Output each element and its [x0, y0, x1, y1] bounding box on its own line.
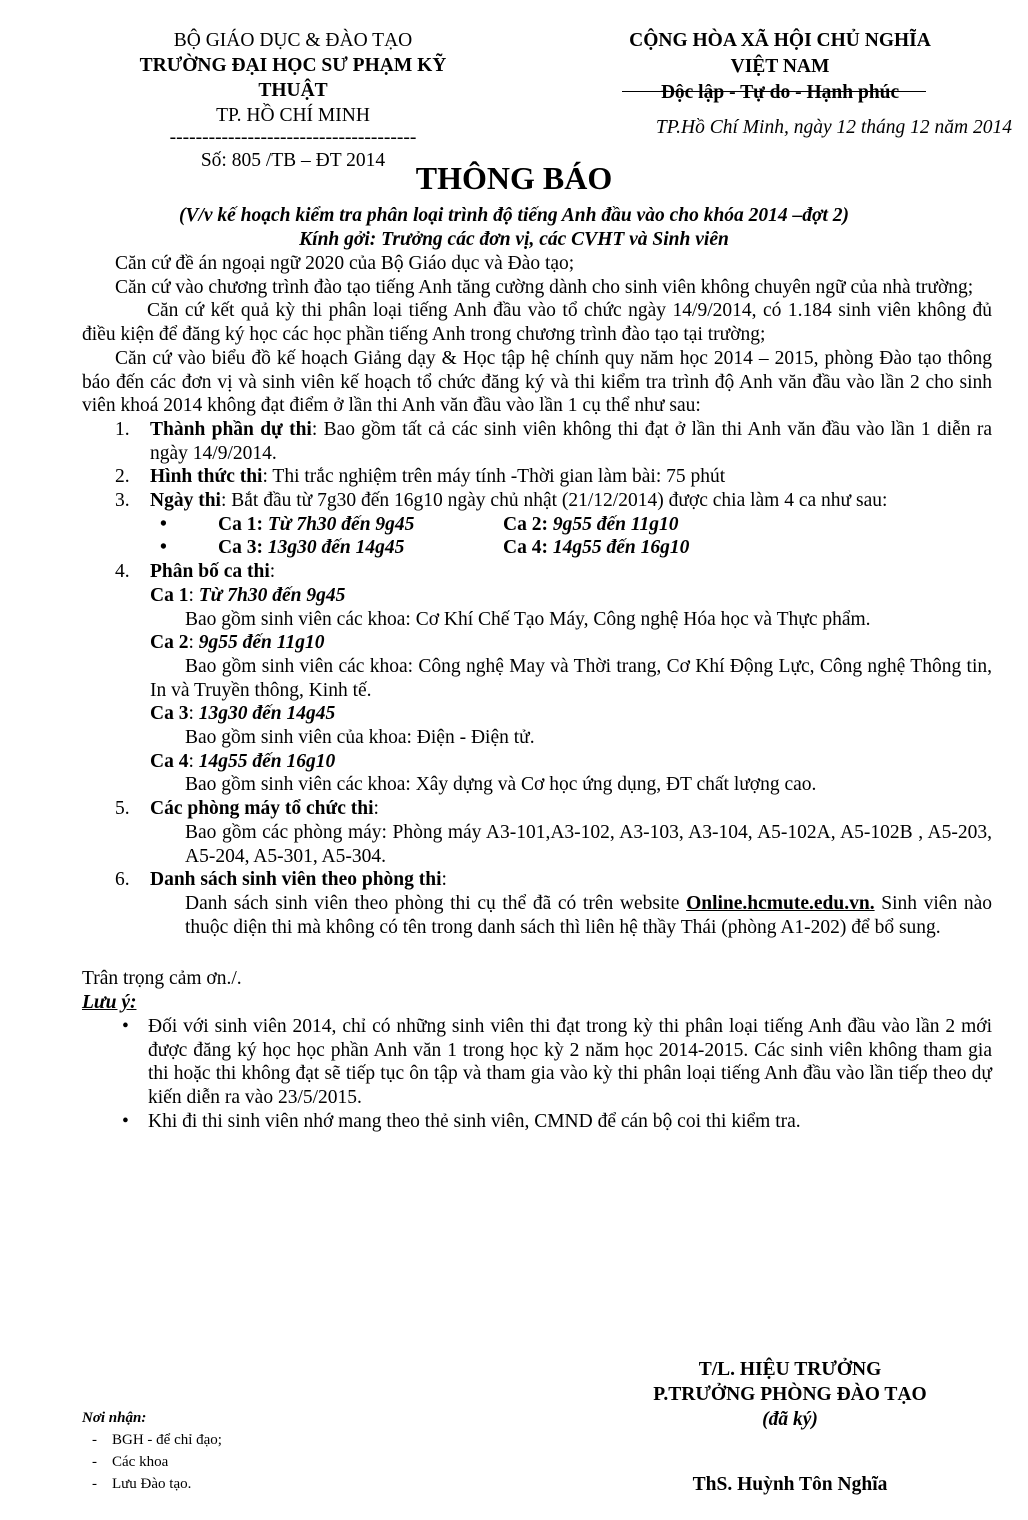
paragraph: Căn cứ vào chương trình đào tạo tiếng Anh tăng cường dành cho sinh viên không chuyên ngữ của nhà trường; — [115, 276, 974, 298]
item-label: Các phòng máy tổ chức thi — [150, 798, 374, 820]
list-text: Sinh viên nào thuộc diện thi mà không có tên trong danh sách thì liên hệ thầy Thái (phòng A1-202) để bổ sung. — [185, 892, 992, 938]
shift-heading: Ca 1: Từ 7h30 đến 9g45 — [150, 584, 346, 606]
subject: (V/v kế hoạch kiểm tra phân loại trình độ tiếng Anh đầu vào cho khóa 2014 –đợt 2) — [178, 205, 850, 226]
shift-entry: Ca 4: 14g55 đến 16g10 — [503, 537, 690, 559]
shift-grid — [82, 513, 992, 560]
shift-time: 9g55 đến 11g10 — [552, 513, 679, 535]
item-label: Ngày thi — [150, 490, 221, 512]
city-name: TP. HỒ CHÍ MINH — [216, 105, 370, 126]
shift-label: Ca 4 — [503, 537, 542, 559]
bullet-icon: • — [160, 513, 167, 535]
item-text: : — [441, 869, 447, 891]
list-item — [82, 418, 992, 465]
shift-faculties: Bao gồm sinh viên các khoa: Công nghệ May và Thời trang, Cơ Khí Động Lực, Công nghệ Thông tin, In và Truyền thông, Kinh tế. — [150, 655, 992, 701]
document-number: Số: 805 /TB – ĐT 2014 — [200, 150, 386, 171]
shift-entry: • Ca 1: Từ 7h30 đến 9g45 — [160, 513, 415, 535]
shift-label: Ca 1 — [150, 584, 189, 606]
item-label: Hình thức thi — [150, 466, 263, 488]
note-heading: Lưu ý: — [82, 992, 137, 1014]
recipients-heading: Nơi nhận: — [82, 1410, 147, 1426]
national-header — [610, 28, 950, 106]
website-link[interactable]: Online.hcmute.edu.vn. — [686, 892, 875, 914]
shift-time: 14g55 đến 16g10 — [198, 750, 336, 772]
country-name: CỘNG HÒA XÃ HỘI CHỦ NGHĨA VIỆT NAM — [629, 30, 931, 77]
recipient-label: Kính gởi: — [299, 229, 377, 250]
list-item — [82, 868, 992, 892]
student-list-text — [82, 892, 992, 939]
shift-heading: Ca 3: 13g30 đến 14g45 — [150, 703, 336, 725]
recipient-text: Các khoa — [112, 1454, 169, 1470]
item-number: 1. — [115, 418, 130, 440]
item-text: : — [373, 798, 379, 820]
bullet-icon: • — [122, 1110, 129, 1132]
shift-faculties: Bao gồm sinh viên của khoa: Điện - Điện tử. — [185, 727, 535, 749]
shift-label: Ca 3 — [218, 537, 257, 559]
recipient-item: - Lưu Đào tạo. — [92, 1476, 192, 1492]
item-label: Danh sách sinh viên theo phòng thi — [150, 869, 442, 891]
item-text: : Bắt đầu từ 7g30 đến 16g10 ngày chủ nhật (21/12/2014) được chia làm 4 ca như sau: — [220, 490, 888, 512]
note-text: Đối với sinh viên 2014, chỉ có những sinh viên thi đạt trong kỳ thi phân loại tiếng Anh đầu vào lần 2 mới được đăng ký học học phần Anh văn 1 trong học kỳ 2 năm học 2014-2015. Các sinh viên không tham gia thi hoặc thi không đạt sẽ tiếp tục ôn tập và tham gia vào kỳ thi phân loại tiếng Anh đầu vào lần tiếp theo dự kiến diễn ra vào 23/5/2015. — [148, 1015, 992, 1108]
list-item — [82, 797, 992, 821]
item-number: 6. — [115, 869, 130, 891]
recipient: Trưởng các đơn vị, các CVHT và Sinh viên — [376, 229, 729, 250]
item-number: 5. — [115, 798, 130, 820]
motto: Độc lập - Tự do - Hạnh phúc — [660, 82, 900, 103]
shift-allocation — [82, 584, 992, 797]
divider: -------------------------------------- — [169, 128, 417, 148]
shift-label: Ca 4 — [150, 750, 189, 772]
recipients-block — [82, 1407, 222, 1495]
shift-time: Từ 7h30 đến 9g45 — [198, 584, 346, 606]
paragraph: Căn cứ đề án ngoại ngữ 2020 của Bộ Giáo dục và Đào tạo; — [115, 253, 575, 274]
shift-time: 13g30 đến 14g45 — [267, 537, 405, 559]
item-number: 4. — [115, 561, 130, 583]
bullet-icon: • — [122, 1015, 129, 1037]
note-text: Khi đi thi sinh viên nhớ mang theo thẻ sinh viên, CMND để cán bộ coi thi kiểm tra. — [148, 1110, 801, 1132]
shift-label: Ca 1 — [218, 513, 257, 535]
note-item — [82, 1110, 992, 1134]
item-label: Thành phần dự thi — [150, 418, 312, 440]
thanks: Trân trọng cảm ơn./. — [82, 968, 242, 990]
motto-underline — [622, 91, 926, 92]
rooms-text: Bao gồm các phòng máy: Phòng máy A3-101,A3-102, A3-103, A3-104, A5-102A, A5-102B , A5-203, A5-204, A5-301, A5-304. — [185, 821, 992, 867]
bullet-icon: • — [160, 537, 167, 559]
signature-block — [600, 1357, 980, 1497]
list-item — [82, 560, 992, 584]
shift-faculties: Bao gồm sinh viên các khoa: Xây dựng và Cơ học ứng dụng, ĐT chất lượng cao. — [185, 774, 817, 796]
item-label: Phân bố ca thi — [150, 561, 270, 583]
university-name: TRƯỜNG ĐẠI HỌC SƯ PHẠM KỸ THUẬT — [139, 55, 447, 101]
shift-entry: Ca 2: 9g55 đến 11g10 — [503, 513, 679, 535]
list-item — [82, 465, 992, 489]
recipient-item: - Các khoa — [92, 1454, 169, 1470]
shift-entry: • Ca 3: 13g30 đến 14g45 — [160, 537, 405, 559]
recipient-item: - BGH - để chỉ đạo; — [92, 1432, 222, 1448]
signer-title: T/L. HIỆU TRƯỞNG — [698, 1359, 882, 1380]
document-body — [82, 252, 992, 1133]
list-text: Danh sách sinh viên theo phòng thi cụ thể đã có trên website — [185, 892, 687, 914]
paragraph: Căn cứ vào biểu đồ kế hoạch Giảng dạy & Học tập hệ chính quy năm học 2014 – 2015, phòng Đào tạo thông báo đến các đơn vị và sinh viên kế hoạch tổ chức đăng ký và thi kiểm tra trình độ Anh văn đầu vào lần 2 cho sinh viên khoá 2014 không đạt điểm ở lần thi Anh văn đầu vào lần 1 cụ thể như sau: — [82, 347, 992, 417]
recipient-line — [0, 228, 1028, 252]
recipient-text: Lưu Đào tạo. — [112, 1476, 192, 1492]
shift-label: Ca 2 — [503, 513, 542, 535]
recipient-text: BGH - để chỉ đạo; — [112, 1432, 222, 1448]
shift-time: 14g55 đến 16g10 — [552, 537, 690, 559]
item-number: 3. — [115, 490, 130, 512]
ministry-name: BỘ GIÁO DỤC & ĐÀO TẠO — [173, 30, 413, 51]
document-date: TP.Hồ Chí Minh, ngày 12 tháng 12 năm 2014 — [655, 117, 1012, 138]
shift-time: 9g55 đến 11g10 — [198, 632, 325, 654]
shift-time: Từ 7h30 đến 9g45 — [267, 513, 415, 535]
signer-position: P.TRƯỞNG PHÒNG ĐÀO TẠO — [653, 1384, 927, 1405]
shift-time: 13g30 đến 14g45 — [198, 703, 336, 725]
signer-name: ThS. Huỳnh Tôn Nghĩa — [692, 1474, 888, 1495]
list-item — [82, 489, 992, 513]
shift-label: Ca 2 — [150, 632, 189, 654]
shift-faculties: Bao gồm sinh viên các khoa: Cơ Khí Chế Tạo Máy, Công nghệ Hóa học và Thực phẩm. — [185, 608, 871, 630]
paragraph: Căn cứ kết quả kỳ thi phân loại tiếng Anh đầu vào tổ chức ngày 14/9/2014, có 1.184 sinh viên không đủ điều kiện để đăng ký học các học phần tiếng Anh trong chương trình đào tạo tại trường; — [82, 300, 992, 346]
shift-heading: Ca 2: 9g55 đến 11g10 — [150, 632, 325, 654]
signed-note: (đã ký) — [762, 1409, 818, 1430]
item-text: : Bao gồm tất cả các sinh viên không thi đạt ở lần thi Anh văn đầu vào lần 1 diễn ra ngày 14/9/2014. — [150, 418, 992, 464]
issuer-block — [130, 28, 456, 173]
shift-label: Ca 3 — [150, 703, 189, 725]
note-item — [82, 1015, 992, 1110]
shift-heading: Ca 4: 14g55 đến 16g10 — [150, 750, 336, 772]
subtitle-block — [0, 204, 1028, 252]
item-number: 2. — [115, 466, 130, 488]
document-title: THÔNG BÁO — [415, 160, 613, 196]
item-text: : — [269, 561, 276, 583]
item-text: : Thi trắc nghiệm trên máy tính -Thời gian làm bài: 75 phút — [262, 466, 726, 488]
